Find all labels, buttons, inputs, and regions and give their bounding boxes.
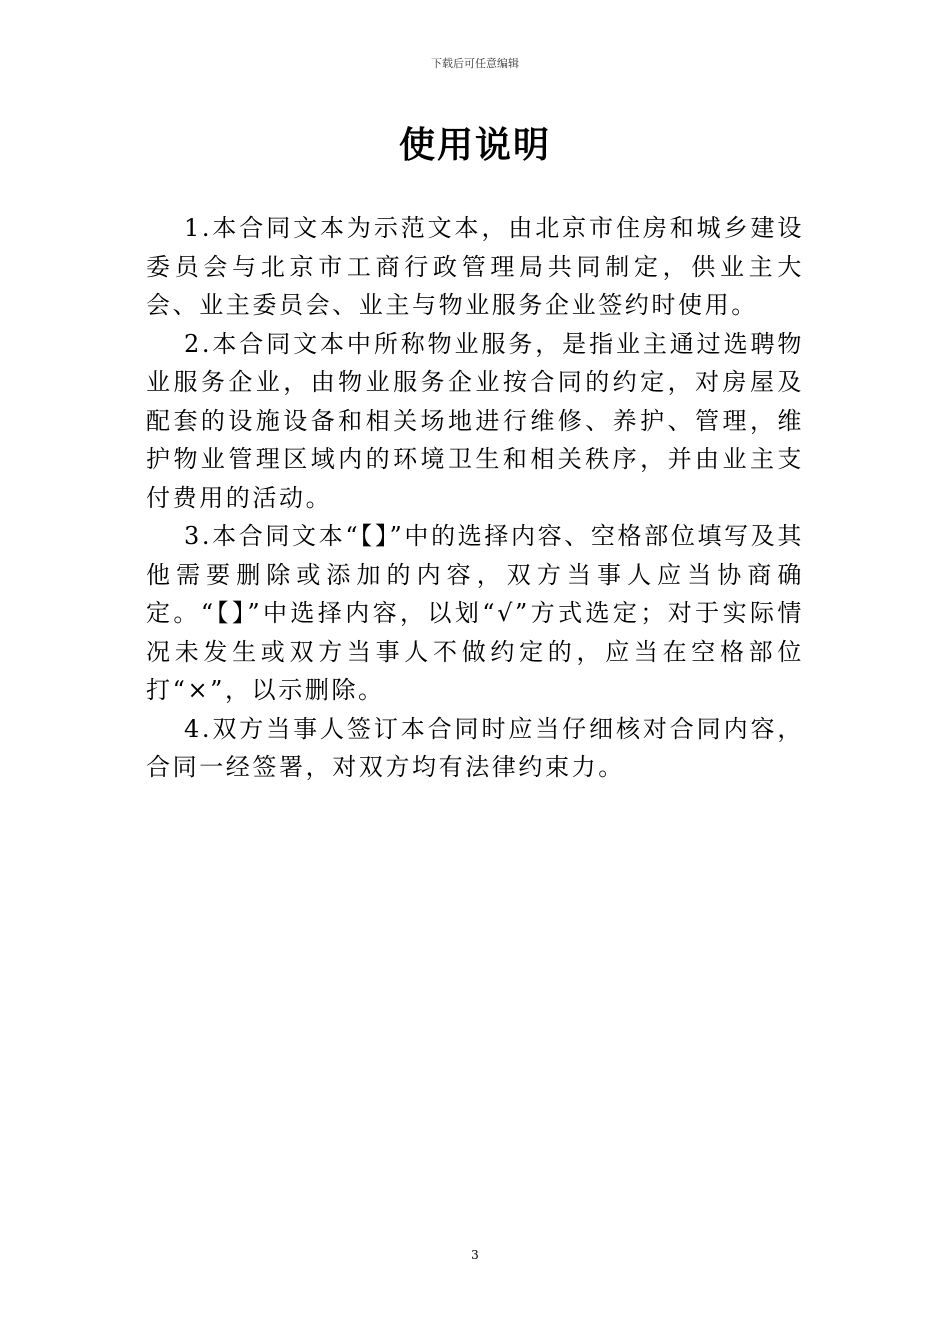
- paragraph-1: 1.本合同文本为示范文本，由北京市住房和城乡建设委员会与北京市工商行政管理局共同制定，供业主大会、业主委员会、业主与物业服务企业签约时使用。: [146, 214, 804, 319]
- header-note: 下载后可任意编辑: [431, 57, 519, 70]
- page-number: 3: [471, 1248, 479, 1262]
- paragraph-2: 2.本合同文本中所称物业服务，是指业主通过选聘物业服务企业，由物业服务企业按合同的约定，对房屋及配套的设施设备和相关场地进行维修、养护、管理，维护物业管理区域内的环境卫生和相关秩序，并由业主支付费用的活动。: [146, 329, 804, 512]
- paragraph-4: 4.双方当事人签订本合同时应当仔细核对合同内容，合同一经签署，对双方均有法律约束力。: [146, 714, 804, 781]
- document-body: [146, 209, 804, 787]
- page-title: 使用说明: [398, 125, 551, 166]
- paragraph-3: 3.本合同文本“【】”中的选择内容、空格部位填写及其他需要删除或添加的内容，双方当事人应当协商确定。“【】”中选择内容，以划“√”方式选定；对于实际情况未发生或双方当事人不做约定的，应当在空格部位打“×”，以示删除。: [146, 522, 804, 704]
